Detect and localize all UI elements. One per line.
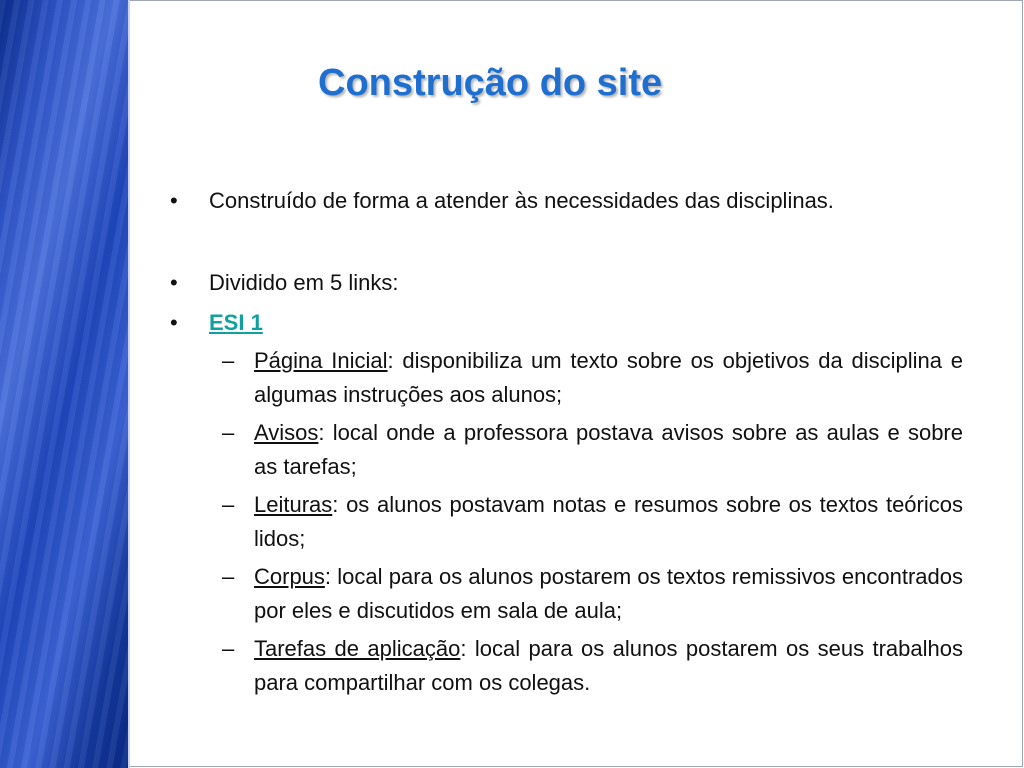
sub-item-tarefas-de-aplicacao	[170, 632, 963, 700]
sub-item-term: Leituras	[254, 492, 333, 517]
sub-item-term: Avisos	[254, 420, 319, 445]
sub-item-term: Corpus	[254, 564, 325, 589]
sub-item-avisos	[170, 416, 963, 484]
bullet-icon: •	[170, 188, 178, 213]
sub-item-corpus	[170, 560, 963, 628]
bullet-icon: •	[170, 270, 178, 295]
sub-item-text: : local para os alunos postarem os seus trabalhos para compartilhar com os colegas.	[254, 636, 963, 695]
sub-item-term: Tarefas de aplicação	[254, 636, 461, 661]
sub-item-leituras	[170, 488, 963, 556]
bullet-item	[170, 184, 963, 218]
esi1-link[interactable]: ESI 1	[209, 310, 263, 335]
sub-item-text: : local onde a professora postava avisos sobre as aulas e sobre as tarefas;	[254, 420, 963, 479]
slide-title: Construção do site	[318, 62, 663, 104]
spacer	[170, 218, 963, 266]
bullet-text: Construído de forma a atender às necessidades das disciplinas.	[209, 188, 834, 213]
dash-icon: –	[222, 636, 235, 661]
slide-content	[170, 184, 963, 700]
bullet-text: Dividido em 5 links:	[209, 270, 399, 295]
bullet-item	[170, 266, 963, 300]
sub-item-text: : disponibiliza um texto sobre os objetivos da disciplina e algumas instruções aos alunos;	[254, 348, 963, 407]
dash-icon: –	[222, 420, 235, 445]
dash-icon: –	[222, 492, 235, 517]
sub-item-pagina-inicial	[170, 344, 963, 412]
decorative-sidebar	[0, 0, 128, 768]
sub-item-term: Página Inicial	[254, 348, 388, 373]
bullet-item	[170, 306, 963, 340]
dash-icon: –	[222, 564, 235, 589]
bullet-icon: •	[170, 310, 178, 335]
sub-item-text: : os alunos postavam notas e resumos sobre os textos teóricos lidos;	[254, 492, 963, 551]
dash-icon: –	[222, 348, 235, 373]
sub-item-text: : local para os alunos postarem os textos remissivos encontrados por eles e discutidos em sala de aula;	[254, 564, 963, 623]
